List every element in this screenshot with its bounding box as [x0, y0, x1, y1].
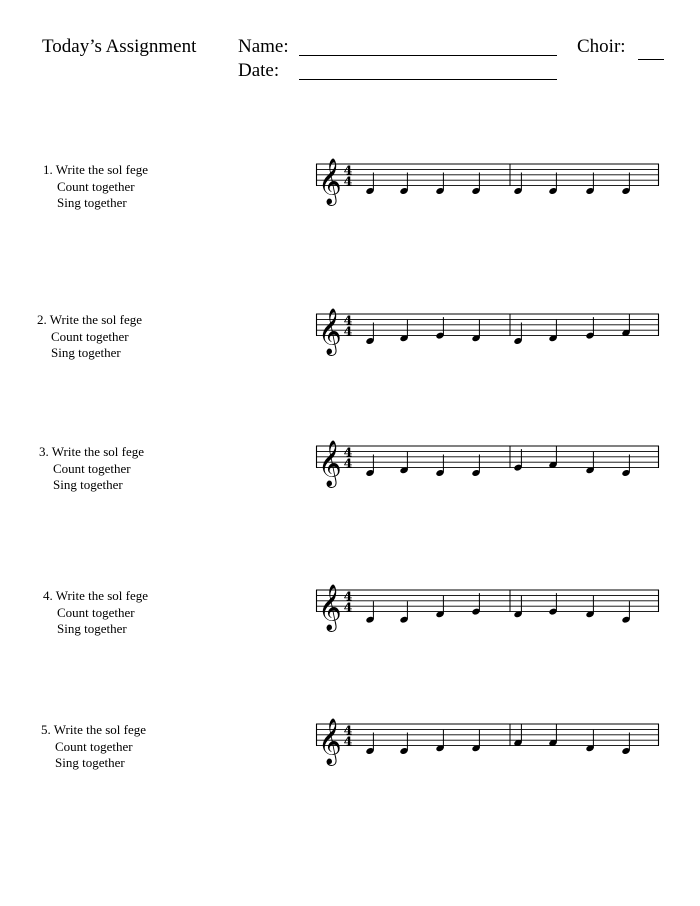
- quarter-note: [513, 596, 522, 619]
- treble-clef-icon: 𝄞: [318, 440, 342, 487]
- quarter-note: [621, 601, 630, 624]
- quarter-note: [471, 730, 480, 753]
- instruction-sing: Sing together: [57, 195, 127, 210]
- time-signature-bottom: 4: [343, 733, 353, 749]
- time-signature-bottom: 4: [343, 599, 353, 615]
- instruction-count: Count together: [57, 604, 135, 620]
- instruction-count: Count together: [55, 738, 133, 754]
- quarter-note: [621, 455, 630, 478]
- treble-clef-icon: 𝄞: [318, 158, 342, 205]
- exercise-2: [0, 310, 700, 390]
- quarter-note: [435, 596, 444, 619]
- quarter-note: [548, 446, 557, 469]
- treble-clef-icon: 𝄞: [318, 718, 342, 765]
- instruction-write: 3. Write the sol fege: [39, 444, 145, 459]
- quarter-note: [585, 317, 594, 340]
- quarter-note: [621, 314, 630, 337]
- exercise-instructions: [37, 312, 142, 362]
- instruction-write: 1. Write the sol fege: [43, 162, 149, 177]
- quarter-note: [585, 173, 594, 196]
- quarter-note: [471, 593, 480, 616]
- instruction-count: Count together: [51, 328, 129, 344]
- exercise-instructions: [43, 162, 148, 212]
- quarter-note: [585, 730, 594, 753]
- music-staff: [316, 310, 662, 356]
- instruction-write: 4. Write the sol fege: [43, 588, 149, 603]
- quarter-note: [513, 724, 522, 747]
- quarter-note: [365, 173, 374, 196]
- quarter-note: [585, 596, 594, 619]
- quarter-note: [621, 173, 630, 196]
- quarter-note: [435, 173, 444, 196]
- instruction-sing: Sing together: [57, 621, 127, 636]
- instruction-sing: Sing together: [51, 345, 121, 360]
- exercise-4: [0, 586, 700, 666]
- quarter-note: [365, 455, 374, 478]
- name-field-line[interactable]: [299, 55, 557, 56]
- instruction-write: 5. Write the sol fege: [41, 722, 147, 737]
- time-signature-bottom: 4: [343, 455, 353, 471]
- music-staff: [316, 442, 662, 488]
- instruction-sing: Sing together: [53, 477, 123, 492]
- quarter-note: [399, 601, 408, 624]
- quarter-note: [435, 455, 444, 478]
- choir-label: Choir:: [577, 36, 626, 57]
- date-field-line[interactable]: [299, 79, 557, 80]
- time-signature-bottom: 4: [343, 173, 353, 189]
- instruction-count: Count together: [57, 178, 135, 194]
- quarter-note: [513, 173, 522, 196]
- quarter-note: [621, 733, 630, 756]
- quarter-note: [399, 320, 408, 343]
- exercise-instructions: [41, 722, 146, 772]
- time-signature-top: 4: [343, 444, 353, 460]
- quarter-note: [365, 601, 374, 624]
- quarter-note: [513, 449, 522, 472]
- quarter-note: [471, 173, 480, 196]
- choir-field-line[interactable]: [638, 59, 664, 60]
- quarter-note: [548, 320, 557, 343]
- time-signature-top: 4: [343, 722, 353, 738]
- quarter-note: [548, 593, 557, 616]
- time-signature-top: 4: [343, 312, 353, 328]
- instruction-write: 2. Write the sol fege: [37, 312, 143, 327]
- exercise-instructions: [43, 588, 148, 638]
- treble-clef-icon: 𝄞: [318, 308, 342, 355]
- exercise-1: [0, 160, 700, 240]
- treble-clef-icon: 𝄞: [318, 584, 342, 631]
- quarter-note: [471, 455, 480, 478]
- exercise-3: [0, 442, 700, 522]
- quarter-note: [471, 320, 480, 343]
- page-title: Today’s Assignment: [42, 36, 197, 57]
- quarter-note: [399, 173, 408, 196]
- quarter-note: [435, 317, 444, 340]
- time-signature-top: 4: [343, 588, 353, 604]
- quarter-note: [548, 173, 557, 196]
- music-staff: [316, 160, 662, 206]
- quarter-note: [435, 730, 444, 753]
- time-signature-bottom: 4: [343, 323, 353, 339]
- name-label: Name:: [238, 36, 289, 57]
- music-staff: [316, 720, 662, 766]
- exercise-instructions: [39, 444, 144, 494]
- quarter-note: [513, 323, 522, 346]
- quarter-note: [399, 452, 408, 475]
- quarter-note: [548, 724, 557, 747]
- music-staff: [316, 586, 662, 632]
- quarter-note: [365, 323, 374, 346]
- date-label: Date:: [238, 60, 280, 81]
- instruction-count: Count together: [53, 460, 131, 476]
- exercise-5: [0, 720, 700, 800]
- quarter-note: [399, 733, 408, 756]
- quarter-note: [585, 452, 594, 475]
- time-signature-top: 4: [343, 162, 353, 178]
- instruction-sing: Sing together: [55, 755, 125, 770]
- quarter-note: [365, 733, 374, 756]
